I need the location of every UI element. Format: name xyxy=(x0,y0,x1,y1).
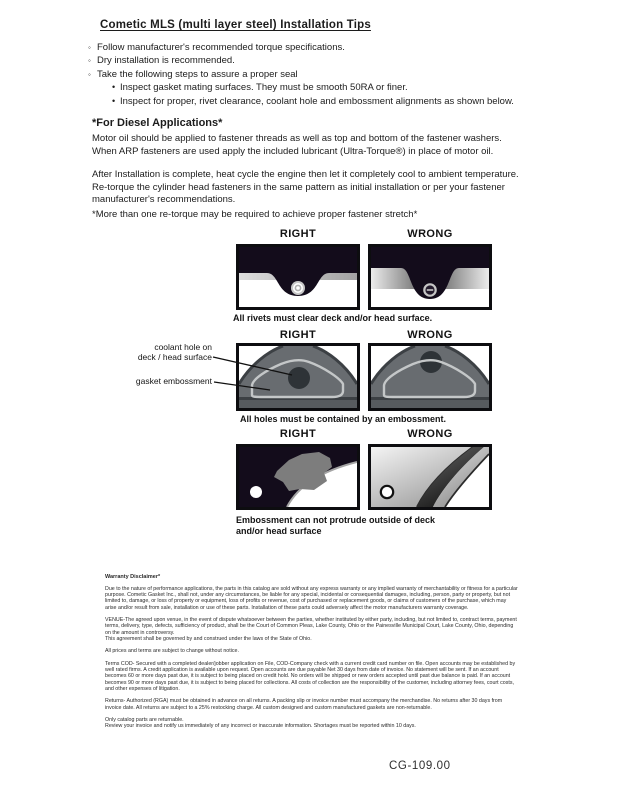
terms-paragraph: Terms COD- Secured with a completed dealer/jobber application on File, COD-Company check with a current credit card number on file. Open accounts may be established by well rated firms. A credit application is available upon request. Open accounts are due payable Net 30 days from date of invoice. No statement will be sent. If an account becomes 60 or more days past due, it is subject to being placed on credit hold. No orders will be shipped or new orders accepted until past due balance is paid. If an account becomes 90 or more days past due, it is subject to being placed for collections. All costs of collection are the responsibility of the customer, including attorney fees, court costs, and other expenses of litigation. xyxy=(105,661,516,692)
row1-wrong-label: WRONG xyxy=(407,228,453,240)
row3-wrong-label: WRONG xyxy=(407,428,453,440)
embossment-wrong-diagram xyxy=(368,343,492,411)
retorque-note: *More than one re-torque may be required to achieve proper fastener stretch* xyxy=(92,209,418,220)
row2-caption: All holes must be contained by an embossment. xyxy=(240,414,447,424)
dot-bullet-icon: • xyxy=(112,95,116,106)
installation-tips-list xyxy=(88,41,514,108)
row1-right-label: RIGHT xyxy=(279,228,317,240)
row1-caption: All rivets must clear deck and/or head surface. xyxy=(233,313,433,323)
returns-paragraph: Returns- Authorized (RGA) must be obtained in advance on all returns. A packing slip or invoice number must accompany the merchandise. No returns after 30 days from invoice date. All returns are subject to a 25% restocking charge. All custom designed and custom manufactured gaskets are non-returnable. xyxy=(105,698,503,711)
prices-line: All prices and terms are subject to change without notice. xyxy=(105,648,239,655)
rivet-wrong-diagram xyxy=(368,244,492,310)
row2-wrong-label: WRONG xyxy=(407,329,453,341)
diesel-paragraph-1: Motor oil should be applied to fastener threads as well as top and bottom of the fastener washers. When ARP fasteners are used apply the included lubricant (Ultra-Torque®) in place of motor oil. xyxy=(92,133,502,157)
gasket-embossment-annotation: gasket embossment xyxy=(135,376,212,386)
tip-text: Take the following steps to assure a proper seal xyxy=(97,68,298,80)
protrusion-wrong-diagram xyxy=(368,444,492,510)
dot-bullet-icon: • xyxy=(112,82,116,93)
catalog-parts-line: Only catalog parts are returnable. xyxy=(105,717,184,724)
bullet-icon: ◦ xyxy=(88,56,91,66)
rivet-right-diagram xyxy=(236,244,360,310)
list-item xyxy=(88,95,514,108)
venue-paragraph: VENUE-The agreed upon venue, in the event of dispute whatsoever between the parties, whether instituted by either party, including, but not limited to, contract terms, payment terms, delivery, type, defects, sufficiency of product, shall be the Court of Common Pleas, Lake County, Ohio or the Painesville Municipal Court, Lake County, Ohio, depending on the amount in controversy. xyxy=(105,617,517,636)
row3-right-label: RIGHT xyxy=(279,428,317,440)
warranty-disclaimer-heading: Warranty Disclaimer* xyxy=(105,574,161,580)
bullet-icon: ◦ xyxy=(88,69,91,79)
tip-text: Inspect gasket mating surfaces. They must be smooth 50RA or finer. xyxy=(120,82,408,94)
tip-text: Inspect for proper, rivet clearance, coolant hole and embossment alignments as shown below. xyxy=(120,95,514,107)
warranty-paragraph: Due to the nature of performance applications, the parts in this catalog are sold without any express warranty or any implied warranty of merchantability or fitness for a particular purpose. Cometic Gasket Inc., shall not, under any circumstances, be liable for any special, incidental or consequential damages, including, person, party or property, but not limited to, damage, or loss of property or equipment, loss of profits or revenue, cost of purchased or replacement goods, or claims of customers of the purchase, which may arise and/or result from sale, installation or use of these parts. Installation of these parts could adversely affect the motor manufacturers warranty coverage. xyxy=(105,586,518,611)
diesel-paragraph-2: After Installation is complete, heat cycle the engine then let it completely cool to ambient temperature. Re-torque the cylinder head fasteners in the same pattern as initial installation or per your fastener manufacturer's recommendations. xyxy=(92,169,519,206)
list-item xyxy=(88,54,514,67)
coolant-hole-annotation: coolant hole on deck / head surface xyxy=(137,342,212,362)
tip-text: Dry installation is recommended. xyxy=(97,55,235,67)
diesel-section-heading: *For Diesel Applications* xyxy=(92,117,223,129)
legal-fine-print xyxy=(105,574,518,736)
row3-caption: Embossment can not protrude outside of deck and/or head surface xyxy=(236,515,436,536)
list-item xyxy=(88,68,514,81)
governing-law-line: This agreement shall be governed by and construed under the laws of the State of Ohio. xyxy=(105,635,312,642)
tip-text: Follow manufacturer's recommended torque specifications. xyxy=(97,42,345,53)
row2-right-label: RIGHT xyxy=(279,329,317,341)
embossment-right-diagram xyxy=(236,343,360,411)
bullet-icon: ◦ xyxy=(88,43,91,52)
review-invoice-line: Review your invoice and notify us immediately of any incorrect or inaccurate information. Shortages must be reported within 10 days. xyxy=(105,723,416,730)
protrusion-right-diagram xyxy=(236,444,360,510)
list-item xyxy=(88,41,514,54)
page-code: CG-109.00 xyxy=(389,760,451,772)
list-item xyxy=(88,81,514,94)
page-title: Cometic MLS (multi layer steel) Installation Tips xyxy=(100,19,371,31)
